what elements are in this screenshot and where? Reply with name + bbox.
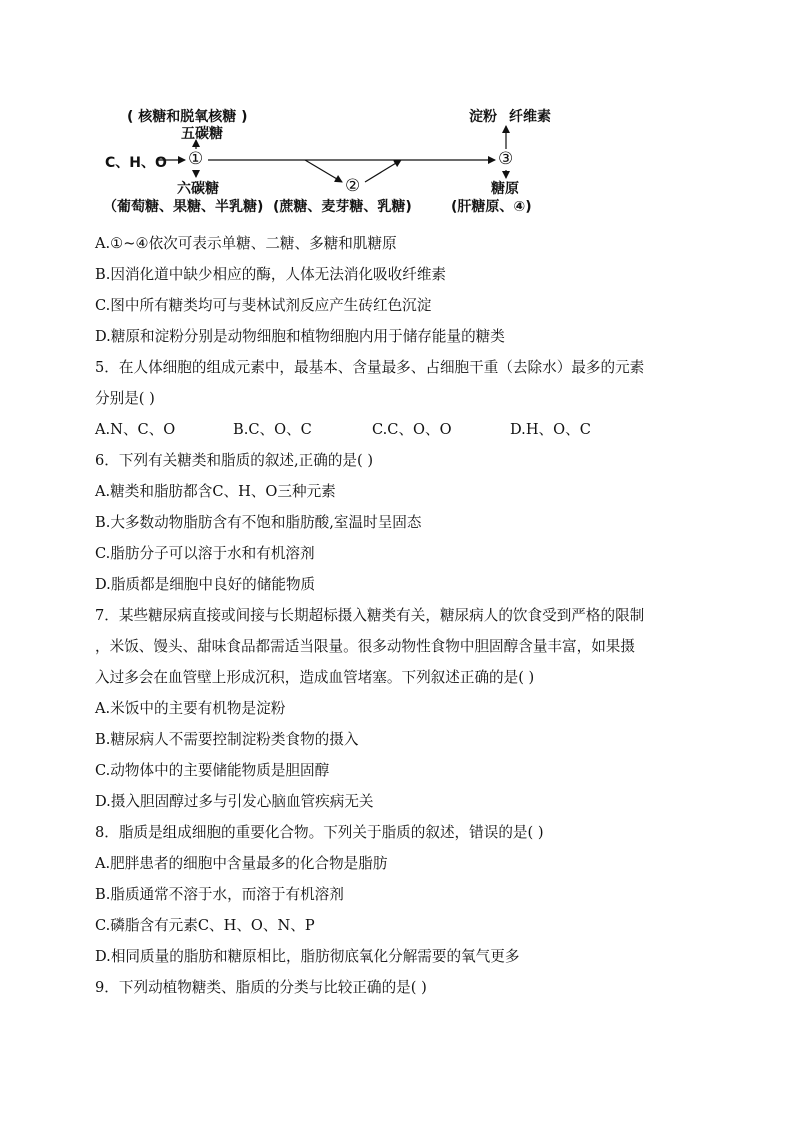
q5-option-b: B.C、O、C (233, 421, 312, 438)
starch-label: 淀粉 (469, 109, 497, 125)
q9-stem: 9．下列动植物糖类、脂质的分类与比较正确的是( ) (95, 979, 427, 996)
q6-option-c: C.脂肪分子可以溶于水和有机溶剂 (95, 545, 315, 562)
ribose-note: ( 核糖和脱氧核糖 ) (127, 109, 248, 125)
elements-label: C、H、O (105, 155, 167, 171)
q8-option-d: D.相同质量的脂肪和糖原相比，脂肪彻底氧化分解需要的氧气更多 (95, 948, 520, 965)
q7-stem-line3: 入过多会在血管壁上形成沉积，造成血管堵塞。下列叙述正确的是( ) (95, 669, 535, 686)
q6-option-b: B.大多数动物脂肪含有不饱和脂肪酸,室温时呈固态 (95, 514, 422, 531)
q5-option-c: C.C、O、O (372, 421, 452, 438)
q6-option-a: A.糖类和脂肪都含C、H、O三种元素 (95, 483, 336, 500)
five-carbon-label: 五碳糖 (181, 126, 223, 142)
q7-stem-line1: 7．某些糖尿病直接或间接与长期超标摄入糖类有关，糖尿病人的饮食受到严格的限制 (95, 607, 645, 624)
q5-option-d: D.H、O、C (510, 421, 591, 438)
q8-stem: 8．脂质是组成细胞的重要化合物。下列关于脂质的叙述，错误的是( ) (95, 824, 544, 841)
q7-option-d: D.摄入胆固醇过多与引发心脑血管疾病无关 (95, 793, 374, 810)
glycogen-examples: (肝糖原、④) (451, 199, 532, 215)
q7-option-b: B.糖尿病人不需要控制淀粉类食物的摄入 (95, 731, 359, 748)
q5-option-a: A.N、C、O (95, 421, 176, 438)
q6-stem: 6．下列有关糖类和脂质的叙述,正确的是( ) (95, 452, 374, 469)
six-carbon-label: 六碳糖 (177, 181, 219, 197)
q4-option-d: D.糖原和淀粉分别是动物细胞和植物细胞内用于储存能量的糖类 (95, 328, 505, 345)
q4-option-a: A.①~④依次可表示单糖、二糖、多糖和肌糖原 (95, 235, 397, 252)
q5-stem-line2: 分别是( ) (95, 390, 155, 407)
q6-option-d: D.脂质都是细胞中良好的储能物质 (95, 576, 316, 593)
q7-option-a: A.米饭中的主要有机物是淀粉 (95, 700, 286, 717)
q4-option-b: B.因消化道中缺少相应的酶，人体无法消化吸收纤维素 (95, 266, 447, 283)
q8-option-c: C.磷脂含有元素C、H、O、N、P (95, 917, 315, 934)
q5-options (95, 420, 591, 440)
q7-option-c: C.动物体中的主要储能物质是胆固醇 (95, 762, 330, 779)
glycogen-label: 糖原 (491, 181, 519, 197)
q8-option-a: A.肥胖患者的细胞中含量最多的化合物是脂肪 (95, 855, 388, 872)
q5-stem-line1: 5．在人体细胞的组成元素中，最基本、含量最多、占细胞干重（去除水）最多的元素 (95, 359, 645, 376)
cellulose-label: 纤维素 (509, 109, 551, 125)
node-2: ② (345, 176, 361, 196)
node-3: ③ (498, 149, 514, 169)
monosaccharide-examples: （葡萄糖、果糖、半乳糖) (103, 199, 264, 215)
q7-stem-line2: ，米饭、馒头、甜味食品都需适当限量。很多动物性食物中胆固醇含量丰富，如果摄 (95, 638, 635, 655)
node-1: ① (188, 149, 204, 169)
sugar-classification-diagram (95, 96, 565, 216)
q8-option-b: B.脂质通常不溶于水，而溶于有机溶剂 (95, 886, 344, 903)
disaccharide-examples: (蔗糖、麦芽糖、乳糖) (273, 199, 412, 215)
q4-option-c: C.图中所有糖类均可与斐林试剂反应产生砖红色沉淀 (95, 297, 432, 314)
